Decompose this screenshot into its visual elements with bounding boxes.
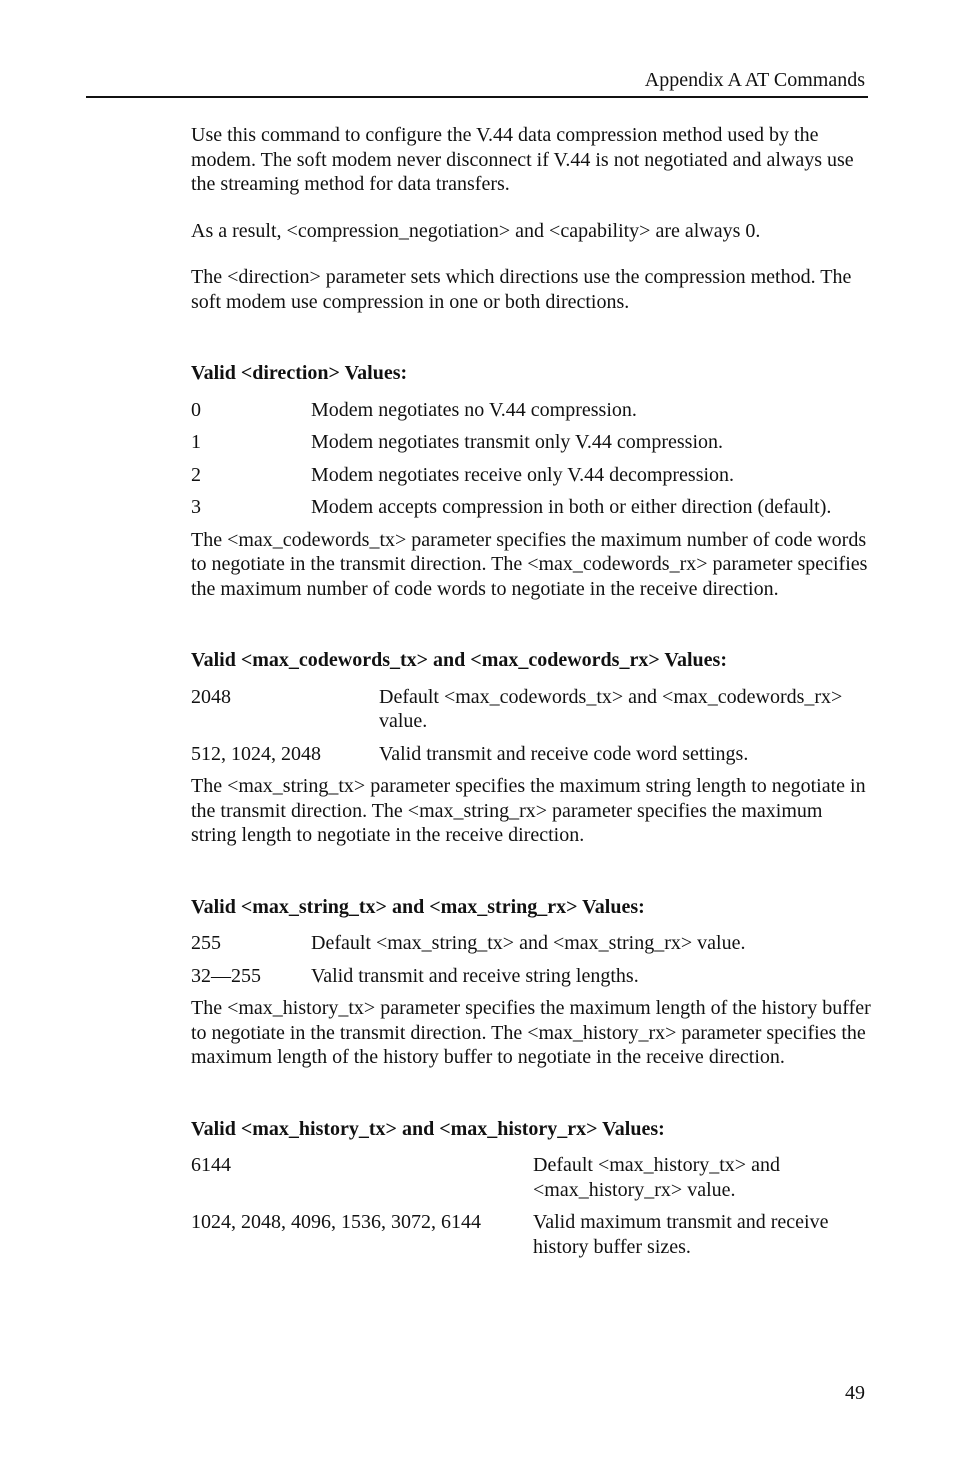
value-description: Default <max_codewords_tx> and <max_codewords_rx> value. bbox=[379, 685, 843, 732]
value-key: 512, 1024, 2048 bbox=[191, 742, 321, 765]
value-key: 2 bbox=[191, 463, 201, 486]
string-description: The <max_string_tx> parameter specifies the maximum string length to negotiate in the transmit direction. The <max_string_rx> parameter specifies the maximum string length to negotiate in the receive direction. bbox=[191, 775, 866, 846]
string-heading: Valid <max_string_tx> and <max_string_rx> Values: bbox=[191, 895, 645, 918]
intro-paragraph-1: Use this command to configure the V.44 data compression method used by the modem. The soft modem never disconnect if V.44 is not negotiated and always use the streaming method for data transfers. bbox=[191, 124, 854, 195]
history-section bbox=[191, 1117, 871, 1260]
page-body bbox=[191, 123, 871, 1267]
codewords-description: The <max_codewords_tx> parameter specifies the maximum number of code words to negotiate in the transmit direction. The <max_codewords_rx> parameter specifies the maximum number of code words to negotiate in the receive direction. bbox=[191, 528, 868, 600]
value-description: Modem accepts compression in both or either direction (default). bbox=[311, 496, 832, 518]
value-key: 0 bbox=[191, 398, 201, 421]
history-heading: Valid <max_history_tx> and <max_history_rx> Values: bbox=[191, 1117, 665, 1140]
codewords-section bbox=[191, 648, 871, 848]
direction-section bbox=[191, 361, 871, 601]
table-row bbox=[191, 430, 871, 455]
codewords-heading: Valid <max_codewords_tx> and <max_codewords_rx> Values: bbox=[191, 649, 727, 671]
direction-values-table bbox=[191, 398, 871, 520]
value-description: Modem negotiates transmit only V.44 compression. bbox=[311, 431, 724, 453]
codewords-values-table bbox=[191, 685, 871, 767]
value-key: 6144 bbox=[191, 1154, 231, 1176]
table-row bbox=[191, 495, 871, 520]
value-key: 32—255 bbox=[191, 964, 261, 987]
table-row bbox=[191, 685, 871, 734]
value-description: Default <max_history_tx> and <max_history_rx> value. bbox=[533, 1154, 780, 1201]
table-row bbox=[191, 742, 871, 767]
history-values-table bbox=[191, 1153, 871, 1259]
table-row bbox=[191, 398, 871, 423]
table-row bbox=[191, 931, 871, 956]
table-row bbox=[191, 463, 871, 488]
value-description: Valid transmit and receive string lengths. bbox=[311, 964, 639, 987]
value-key: 2048 bbox=[191, 685, 231, 708]
table-row bbox=[191, 1153, 871, 1202]
intro-paragraph-2: As a result, <compression_negotiation> and <capability> are always 0. bbox=[191, 219, 761, 242]
string-section bbox=[191, 895, 871, 1070]
table-row bbox=[191, 1210, 871, 1259]
value-key: 1024, 2048, 4096, 1536, 3072, 6144 bbox=[191, 1211, 481, 1233]
value-description: Valid maximum transmit and receive history buffer sizes. bbox=[533, 1211, 829, 1258]
string-values-table bbox=[191, 931, 871, 988]
history-description: The <max_history_tx> parameter specifies the maximum length of the history buffer to negotiate in the transmit direction. The <max_history_rx> parameter specifies the maximum length of the history buffer to negotiate in the receive direction. bbox=[191, 997, 871, 1068]
running-header-title: Appendix A AT Commands bbox=[644, 69, 865, 91]
page-header bbox=[86, 66, 868, 98]
value-description: Valid transmit and receive code word settings. bbox=[379, 742, 749, 765]
value-description: Modem negotiates receive only V.44 decompression. bbox=[311, 463, 735, 486]
value-key: 255 bbox=[191, 932, 221, 954]
value-key: 1 bbox=[191, 431, 201, 453]
intro-paragraph-3: The <direction> parameter sets which directions use the compression method. The soft modem use compression in one or both directions. bbox=[191, 266, 852, 313]
table-row bbox=[191, 964, 871, 989]
page-number: 49 bbox=[845, 1382, 865, 1404]
value-description: Default <max_string_tx> and <max_string_rx> value. bbox=[311, 932, 746, 954]
value-description: Modem negotiates no V.44 compression. bbox=[311, 398, 637, 421]
value-key: 3 bbox=[191, 496, 201, 518]
direction-heading: Valid <direction> Values: bbox=[191, 362, 408, 384]
